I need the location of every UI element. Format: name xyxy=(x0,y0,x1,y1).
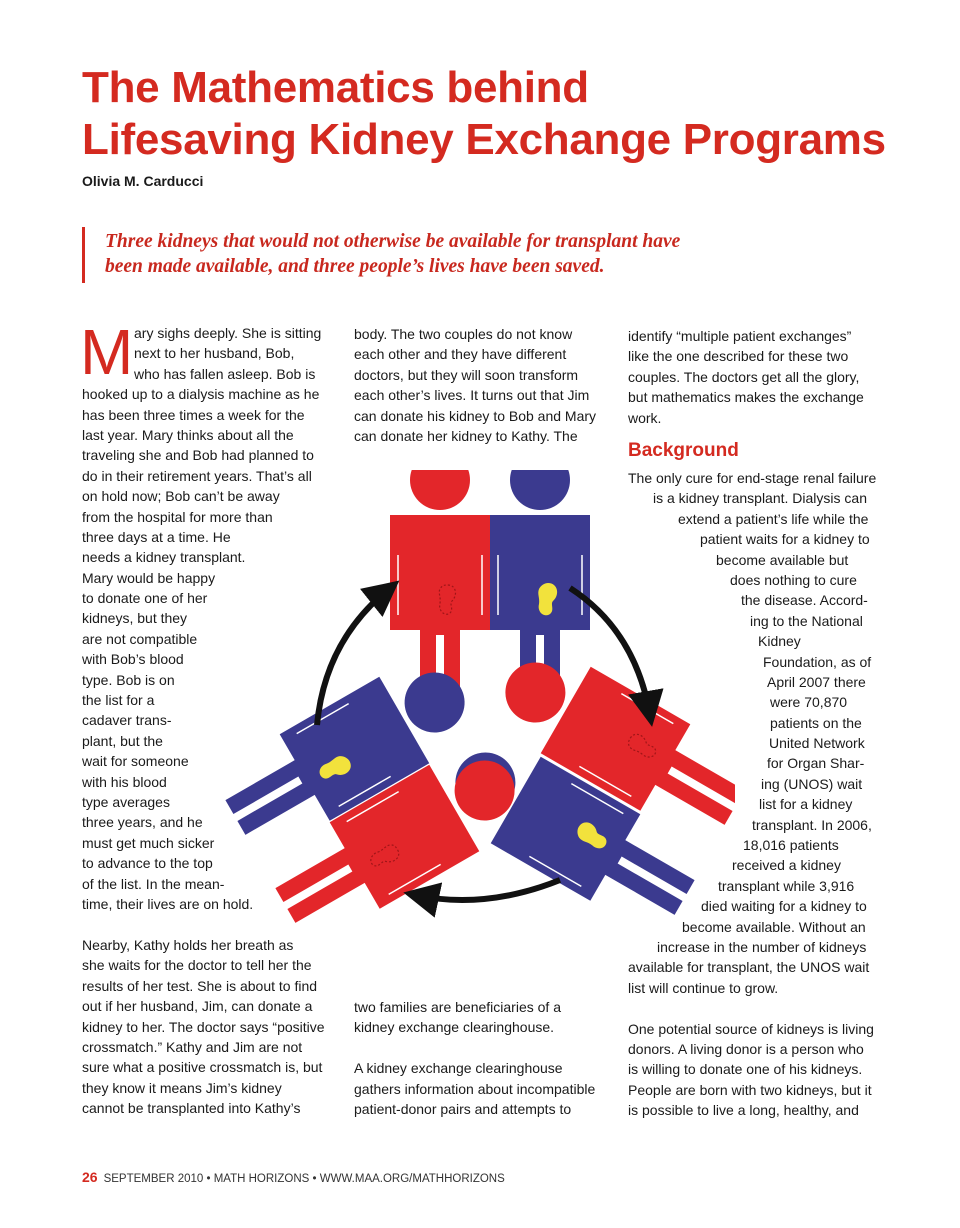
kidney-exchange-diagram xyxy=(225,470,735,940)
text-line: with his blood xyxy=(82,773,167,790)
text-line: three days at a time. He xyxy=(82,528,231,545)
text-line: donors. A living donor is a person who xyxy=(628,1040,864,1057)
text-line: kidneys, but they xyxy=(82,610,188,627)
text-line: kidney to her. The doctor says “positive xyxy=(82,1018,325,1035)
text-line: who has fallen asleep. Bob is xyxy=(134,365,316,382)
column-1-paragraph-2 xyxy=(82,935,325,1119)
text-line: the disease. Accord- xyxy=(741,592,868,609)
column-2-top-text xyxy=(354,324,596,446)
text-line: is possible to live a long, healthy, and xyxy=(628,1102,859,1119)
column-2-bottom-text xyxy=(354,997,595,1119)
page-number: 26 xyxy=(82,1169,98,1185)
text-line: is a kidney transplant. Dialysis can xyxy=(653,490,867,507)
text-line: crossmatch.” Kathy and Jim are not xyxy=(82,1038,303,1055)
text-line: of the list. In the mean- xyxy=(82,875,225,892)
text-line: cadaver trans- xyxy=(82,712,172,729)
text-line: to advance to the top xyxy=(82,855,213,872)
text-line: ing to the National xyxy=(750,612,863,629)
text-line: patients on the xyxy=(770,714,862,731)
text-line: traveling she and Bob had planned to xyxy=(82,447,314,464)
pullquote-line: Three kidneys that would not otherwise be available for transplant have xyxy=(105,231,681,252)
drop-cap: M xyxy=(80,316,134,388)
text-line: on hold now; Bob can’t be away xyxy=(82,488,280,505)
text-line: doctors, but they will soon transform xyxy=(354,366,579,383)
text-line: list for a kidney xyxy=(759,796,853,813)
text-line: sure what a positive crossmatch is, but xyxy=(82,1059,323,1076)
text-line: A kidney exchange clearinghouse xyxy=(354,1060,563,1077)
text-line: transplant while 3,916 xyxy=(718,877,855,894)
text-line: two families are beneficiaries of a xyxy=(354,999,561,1015)
text-line: each other’s lives. It turns out that Jim xyxy=(354,387,590,404)
text-line: extend a patient’s life while the xyxy=(678,510,869,527)
text-line: with Bob’s blood xyxy=(82,651,184,668)
text-line: do in their retirement years. That’s all xyxy=(82,467,312,484)
text-line: are not compatible xyxy=(82,630,198,647)
text-line: One potential source of kidneys is living xyxy=(628,1020,874,1037)
text-line: for Organ Shar- xyxy=(767,755,865,772)
text-line: available for transplant, the UNOS wait xyxy=(628,959,870,976)
text-line: Foundation, as of xyxy=(763,653,872,670)
text-line: but mathematics makes the exchange xyxy=(628,389,864,406)
text-line: ing (UNOS) wait xyxy=(761,775,863,792)
text-line: results of her test. She is about to find xyxy=(82,977,318,994)
column-3-top-text xyxy=(628,326,864,428)
text-line: patient-donor pairs and attempts to xyxy=(354,1100,572,1117)
title-line-1: The Mathematics behind xyxy=(82,63,589,112)
text-line: Nearby, Kathy holds her breath as xyxy=(82,937,294,953)
text-line: does nothing to cure xyxy=(730,571,857,588)
text-line: Mary would be happy xyxy=(82,569,216,586)
text-line: like the one described for these two xyxy=(628,348,849,365)
section-heading-background: Background xyxy=(628,440,739,461)
text-line: time, their lives are on hold. xyxy=(82,895,254,912)
text-line: she waits for the doctor to tell her the xyxy=(82,957,312,974)
text-line: they know it means Jim’s kidney xyxy=(82,1079,282,1096)
text-line: next to her husband, Bob, xyxy=(134,345,295,362)
text-line: died waiting for a kidney to xyxy=(701,898,867,915)
text-line: gathers information about incompatible xyxy=(354,1080,596,1097)
text-line: Kidney xyxy=(758,633,801,650)
text-line: were 70,870 xyxy=(770,694,848,711)
pullquote-rule xyxy=(82,227,85,283)
text-line: identify “multiple patient exchanges” xyxy=(628,328,852,344)
text-line: needs a kidney transplant. xyxy=(82,549,246,566)
text-line: to donate one of her xyxy=(82,590,208,607)
text-line: April 2007 there xyxy=(767,673,866,690)
text-line: 18,016 patients xyxy=(743,837,839,854)
article-title xyxy=(82,62,942,166)
text-line: work. xyxy=(628,409,662,426)
text-line: body. The two couples do not know xyxy=(354,326,573,342)
text-line: can donate his kidney to Bob and Mary xyxy=(354,407,597,424)
page-footer xyxy=(82,1169,505,1185)
text-line: become available. Without an xyxy=(682,918,866,935)
text-line: is willing to donate one of his kidneys. xyxy=(628,1061,863,1078)
text-line: has been three times a week for the xyxy=(82,406,305,423)
text-line: the list for a xyxy=(82,692,155,709)
text-line: can donate her kidney to Kathy. The xyxy=(354,427,578,444)
text-line: kidney exchange clearinghouse. xyxy=(354,1019,555,1036)
text-line: patient waits for a kidney to xyxy=(700,531,870,548)
pullquote-line: been made available, and three people’s lives have been saved. xyxy=(105,256,605,277)
title-line-2: Lifesaving Kidney Exchange Programs xyxy=(82,115,886,164)
text-line: each other and they have different xyxy=(354,346,567,363)
text-line: wait for someone xyxy=(82,753,189,770)
footer-text: SEPTEMBER 2010 • MATH HORIZONS • WWW.MAA.ORG/MATHHORIZONS xyxy=(103,1173,505,1185)
text-line: last year. Mary thinks about all the xyxy=(82,426,294,443)
text-line xyxy=(354,1038,595,1058)
text-line: increase in the number of kidneys xyxy=(657,938,867,955)
text-line: out if her husband, Jim, can donate a xyxy=(82,998,313,1015)
text-line: The only cure for end-stage renal failure xyxy=(628,470,877,486)
text-line: People are born with two kidneys, but it xyxy=(628,1081,872,1098)
text-line: type. Bob is on xyxy=(82,671,175,688)
text-line: couples. The doctors get all the glory, xyxy=(628,368,860,385)
text-line: hooked up to a dialysis machine as he xyxy=(82,386,320,403)
text-line xyxy=(628,998,876,1018)
text-line: from the hospital for more than xyxy=(82,508,273,525)
text-line: type averages xyxy=(82,793,170,810)
text-line: must get much sicker xyxy=(82,834,215,851)
text-line: become available but xyxy=(716,551,849,568)
arrow-right-to-left xyxy=(415,880,560,900)
text-line: United Network xyxy=(769,735,865,752)
pullquote xyxy=(105,229,745,279)
text-line: ary sighs deeply. She is sitting xyxy=(134,325,322,341)
author-byline: Olivia M. Carducci xyxy=(82,173,204,189)
text-line: received a kidney xyxy=(732,857,841,874)
text-line: plant, but the xyxy=(82,732,163,749)
text-line: list will continue to grow. xyxy=(628,979,779,996)
text-line: transplant. In 2006, xyxy=(752,816,872,833)
text-line: three years, and he xyxy=(82,814,203,831)
text-line: cannot be transplanted into Kathy’s xyxy=(82,1100,301,1117)
